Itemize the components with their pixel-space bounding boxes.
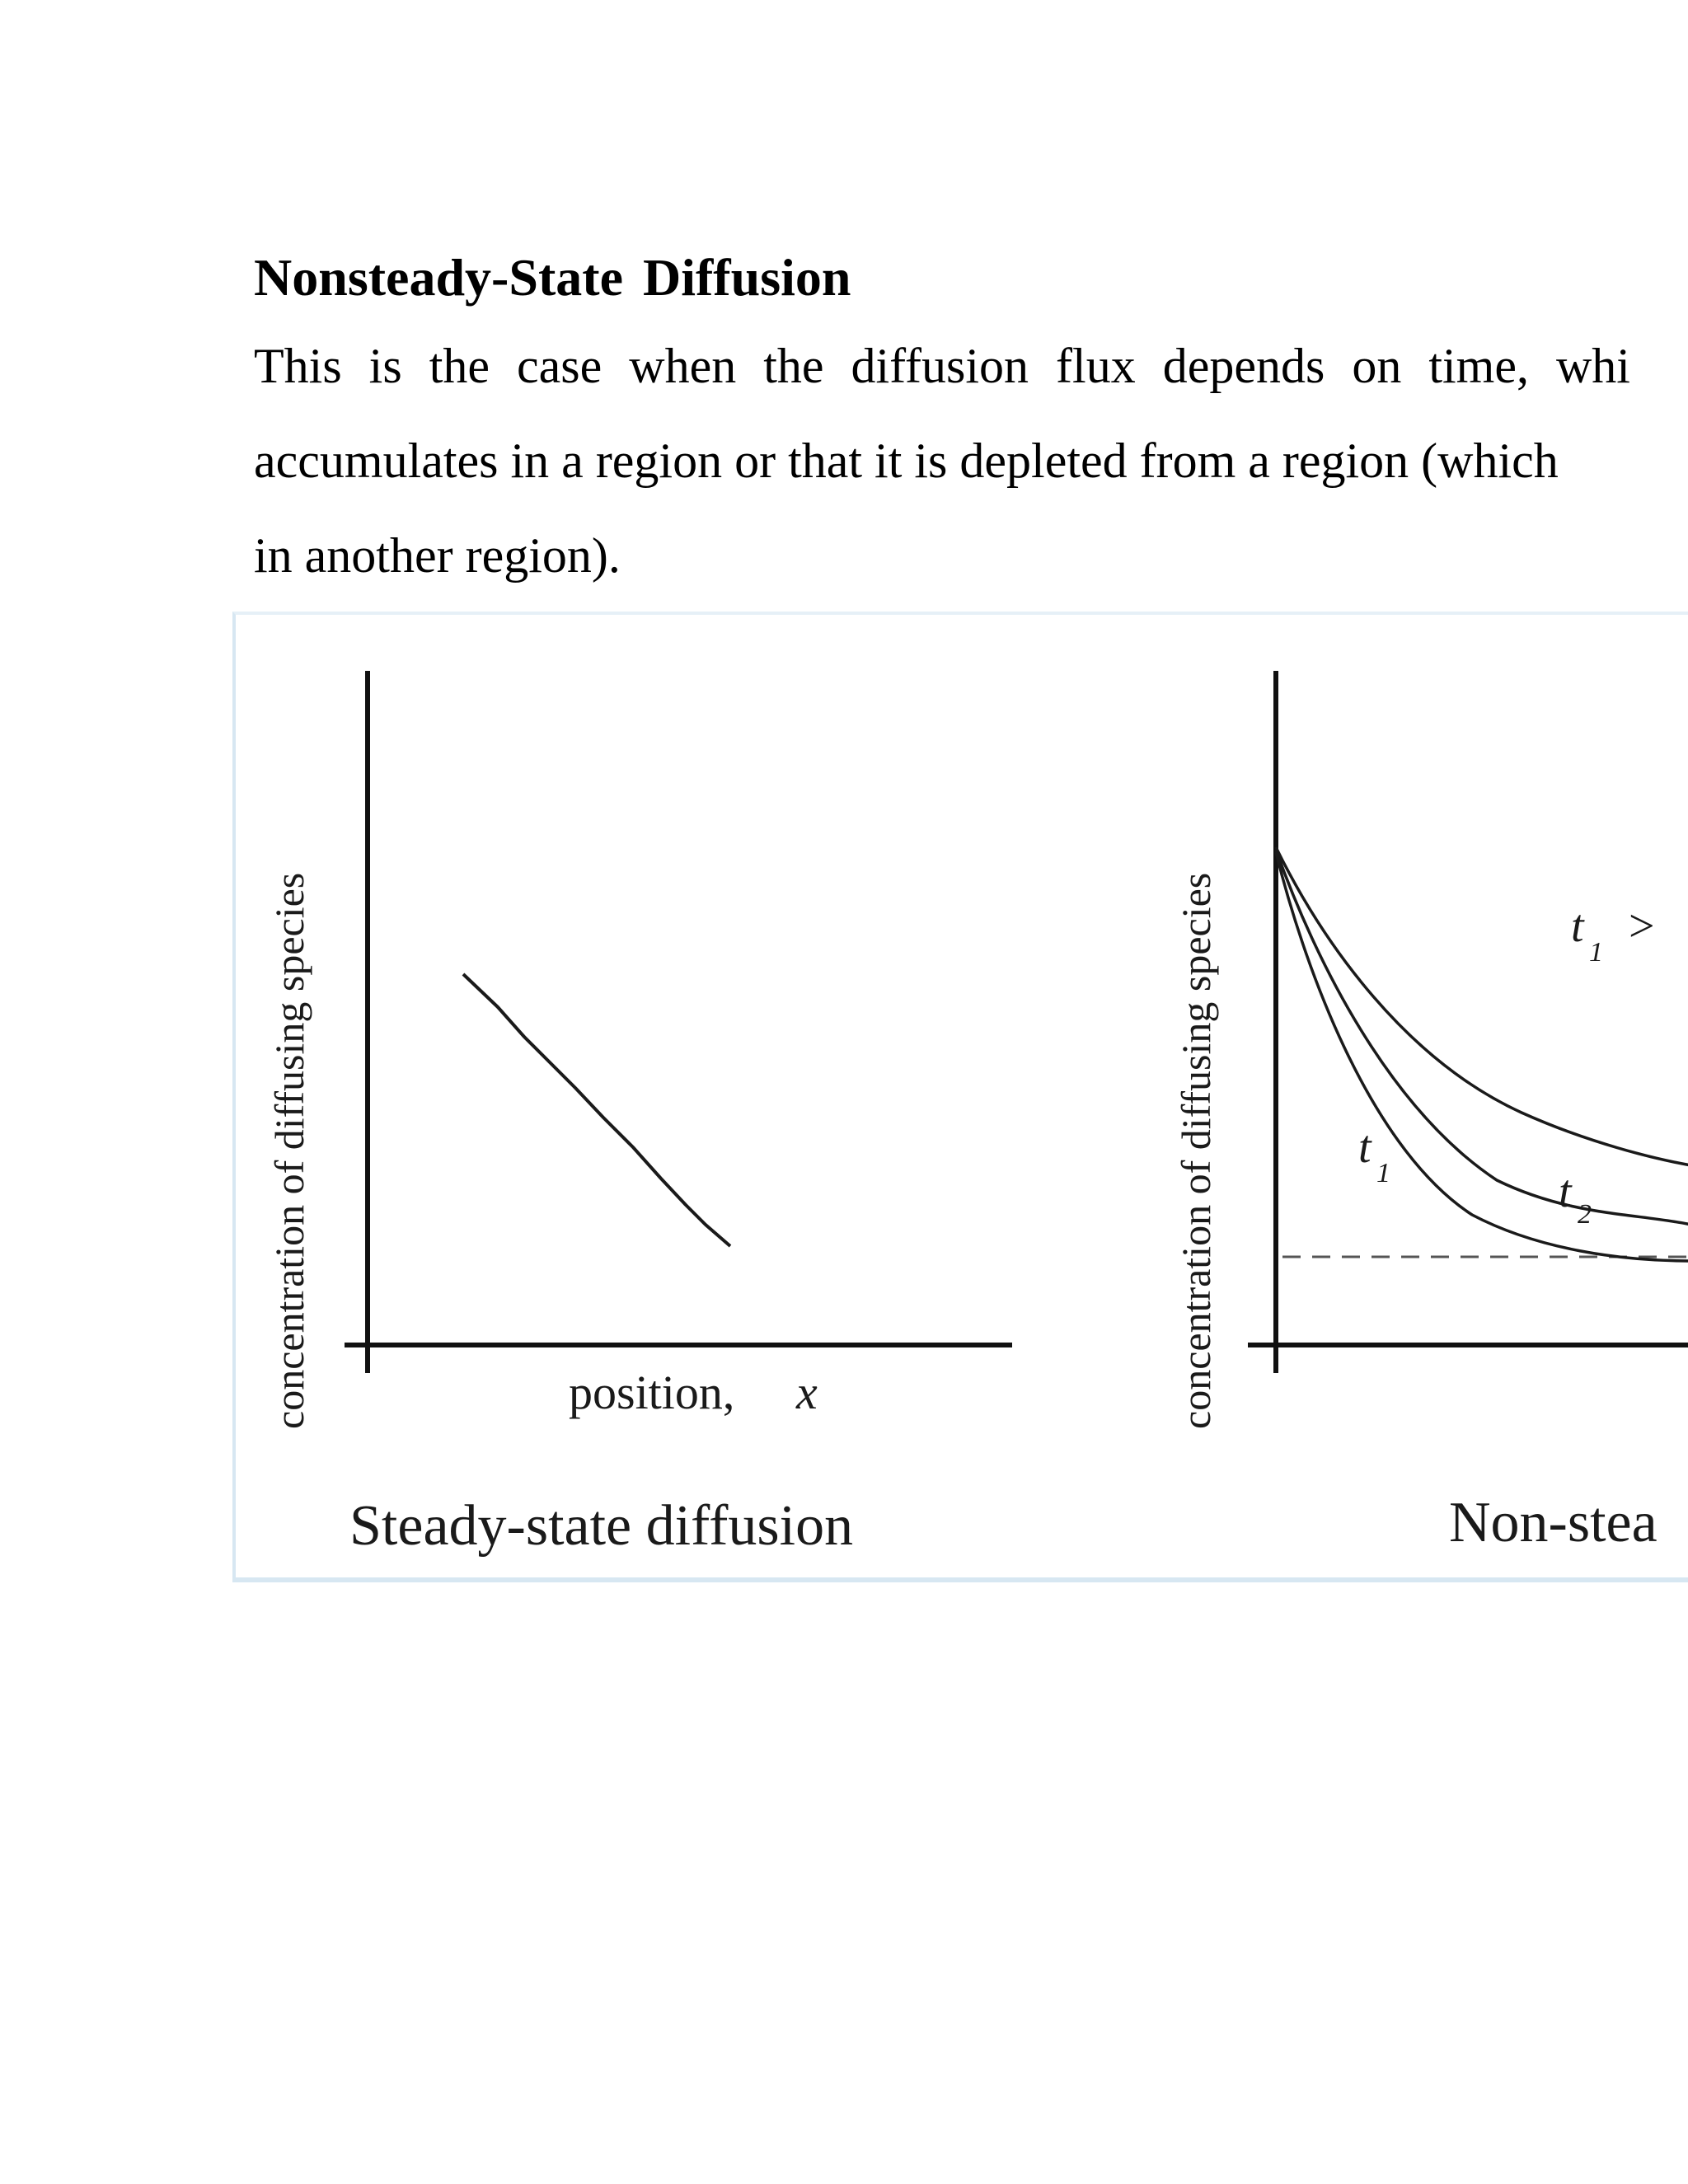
left-x-axis-label: position, [569, 1366, 735, 1419]
paragraph-line-3: in another region). [254, 528, 621, 583]
steady-state-panel [266, 671, 1012, 1558]
curve-t1-subscript: 1 [1376, 1158, 1390, 1188]
section-heading: Nonsteady-State Diffusion [254, 248, 851, 307]
curve-t1 [1276, 852, 1688, 1261]
steady-state-caption: Steady-state diffusion [349, 1494, 854, 1558]
curve-t3 [1276, 847, 1688, 1165]
curve-t2 [1276, 850, 1688, 1225]
non-steady-state-panel [1173, 671, 1688, 1554]
paragraph-line-2: accumulates in a region or that it is depleted from a region (which [254, 434, 1559, 488]
left-x-axis-variable: x [796, 1366, 818, 1419]
time-inequality-subscript: 1 [1589, 937, 1603, 968]
left-y-axis-label: concentration of diffusing species [266, 872, 312, 1429]
curve-t2-subscript: 2 [1578, 1199, 1592, 1230]
curve-t1-label: t [1358, 1122, 1372, 1173]
curve-t2-label: t [1559, 1166, 1572, 1217]
diffusion-figure-svg [236, 615, 1688, 1582]
right-y-axis-label: concentration of diffusing species [1173, 872, 1219, 1429]
non-steady-state-caption: Non-stea [1449, 1491, 1658, 1554]
time-inequality-sign: > [1629, 901, 1655, 952]
diffusion-figure [232, 612, 1688, 1582]
time-inequality-t: t [1571, 901, 1584, 952]
steady-state-linear-profile [463, 974, 730, 1246]
paragraph-line-1: This is the case when the diffusion flux depends on time, whi [254, 339, 1630, 393]
